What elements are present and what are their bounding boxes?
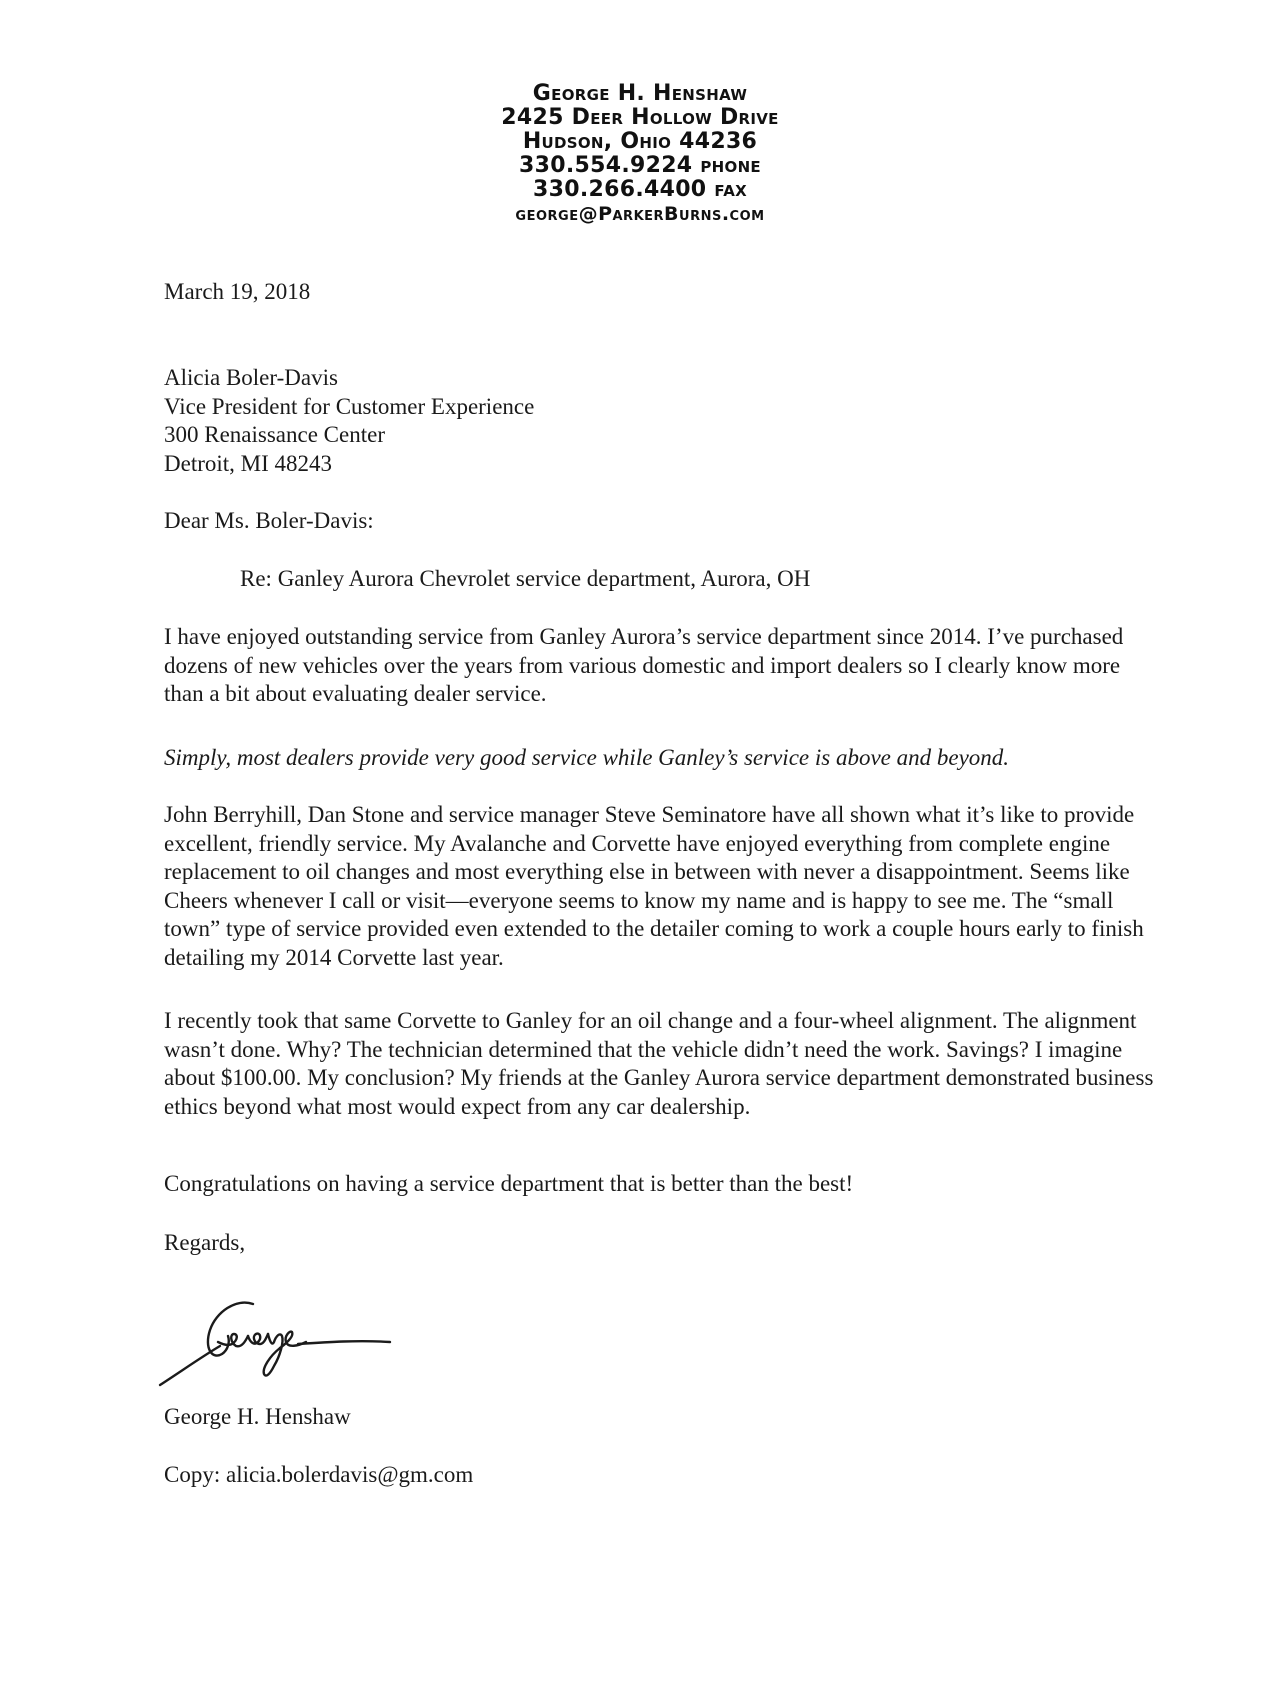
paragraph-2: Simply, most dealers provide very good service while Ganley’s service is above and beyond. — [164, 745, 1010, 770]
letterhead-street: 2425 Deer Hollow Drive — [501, 105, 779, 130]
salutation: Dear Ms. Boler-Davis: — [164, 508, 374, 533]
letterhead — [0, 82, 1280, 226]
letterhead-phone: 330.554.9224 phone — [519, 153, 761, 178]
recipient-address — [164, 364, 1154, 478]
paragraph-4: I recently took that same Corvette to Ganley for an oil change and a four-wheel alignment. The alignment wasn’t done. Why? The technician determined that the vehicle didn’t need the work. Savings? I imagine about $100.00. My conclusion? My friends at the Ganley Aurora service department demonstrated business ethics beyond what most would expect from any car dealership. — [164, 1008, 1154, 1119]
closing: Regards, — [164, 1230, 246, 1255]
handwritten-signature — [158, 1290, 398, 1400]
letterhead-name: George H. Henshaw — [532, 81, 748, 106]
recipient-city: Detroit, MI 48243 — [164, 450, 333, 476]
letterhead-email: george@ParkerBurns.com — [515, 203, 765, 225]
letterhead-city: Hudson, Ohio 44236 — [522, 129, 758, 154]
recipient-street: 300 Renaissance Center — [164, 422, 385, 447]
subject-line: Re: Ganley Aurora Chevrolet service department, Aurora, OH — [240, 566, 811, 591]
recipient-name: Alicia Boler-Davis — [164, 365, 338, 390]
letterhead-fax: 330.266.4400 fax — [533, 177, 747, 202]
recipient-title: Vice President for Customer Experience — [164, 393, 535, 419]
paragraph-1: I have enjoyed outstanding service from Ganley Aurora’s service department since 2014. I’ve purchased dozens of new vehicles over the years from various domestic and import dealers so I clearly know more than a bit about evaluating dealer service. — [164, 624, 1124, 706]
signer-name: George H. Henshaw — [164, 1404, 351, 1429]
paragraph-5: Congratulations on having a service department that is better than the best! — [164, 1171, 854, 1196]
paragraph-3: John Berryhill, Dan Stone and service manager Steve Seminatore have all shown what it’s like to provide excellent, friendly service. My Avalanche and Corvette have enjoyed everything from complete engine replacement to oil changes and most everything else in between with never a disappointment. Seems like Cheers whenever I call or visit—everyone seems to know my name and is happy to see me. The “small town” type of service provided even extended to the detailer coming to work a couple hours early to finish detailing my 2014 Corvette last year. — [164, 802, 1144, 970]
letter-date: March 19, 2018 — [164, 279, 311, 304]
copy-line: Copy: alicia.bolerdavis@gm.com — [164, 1462, 474, 1487]
